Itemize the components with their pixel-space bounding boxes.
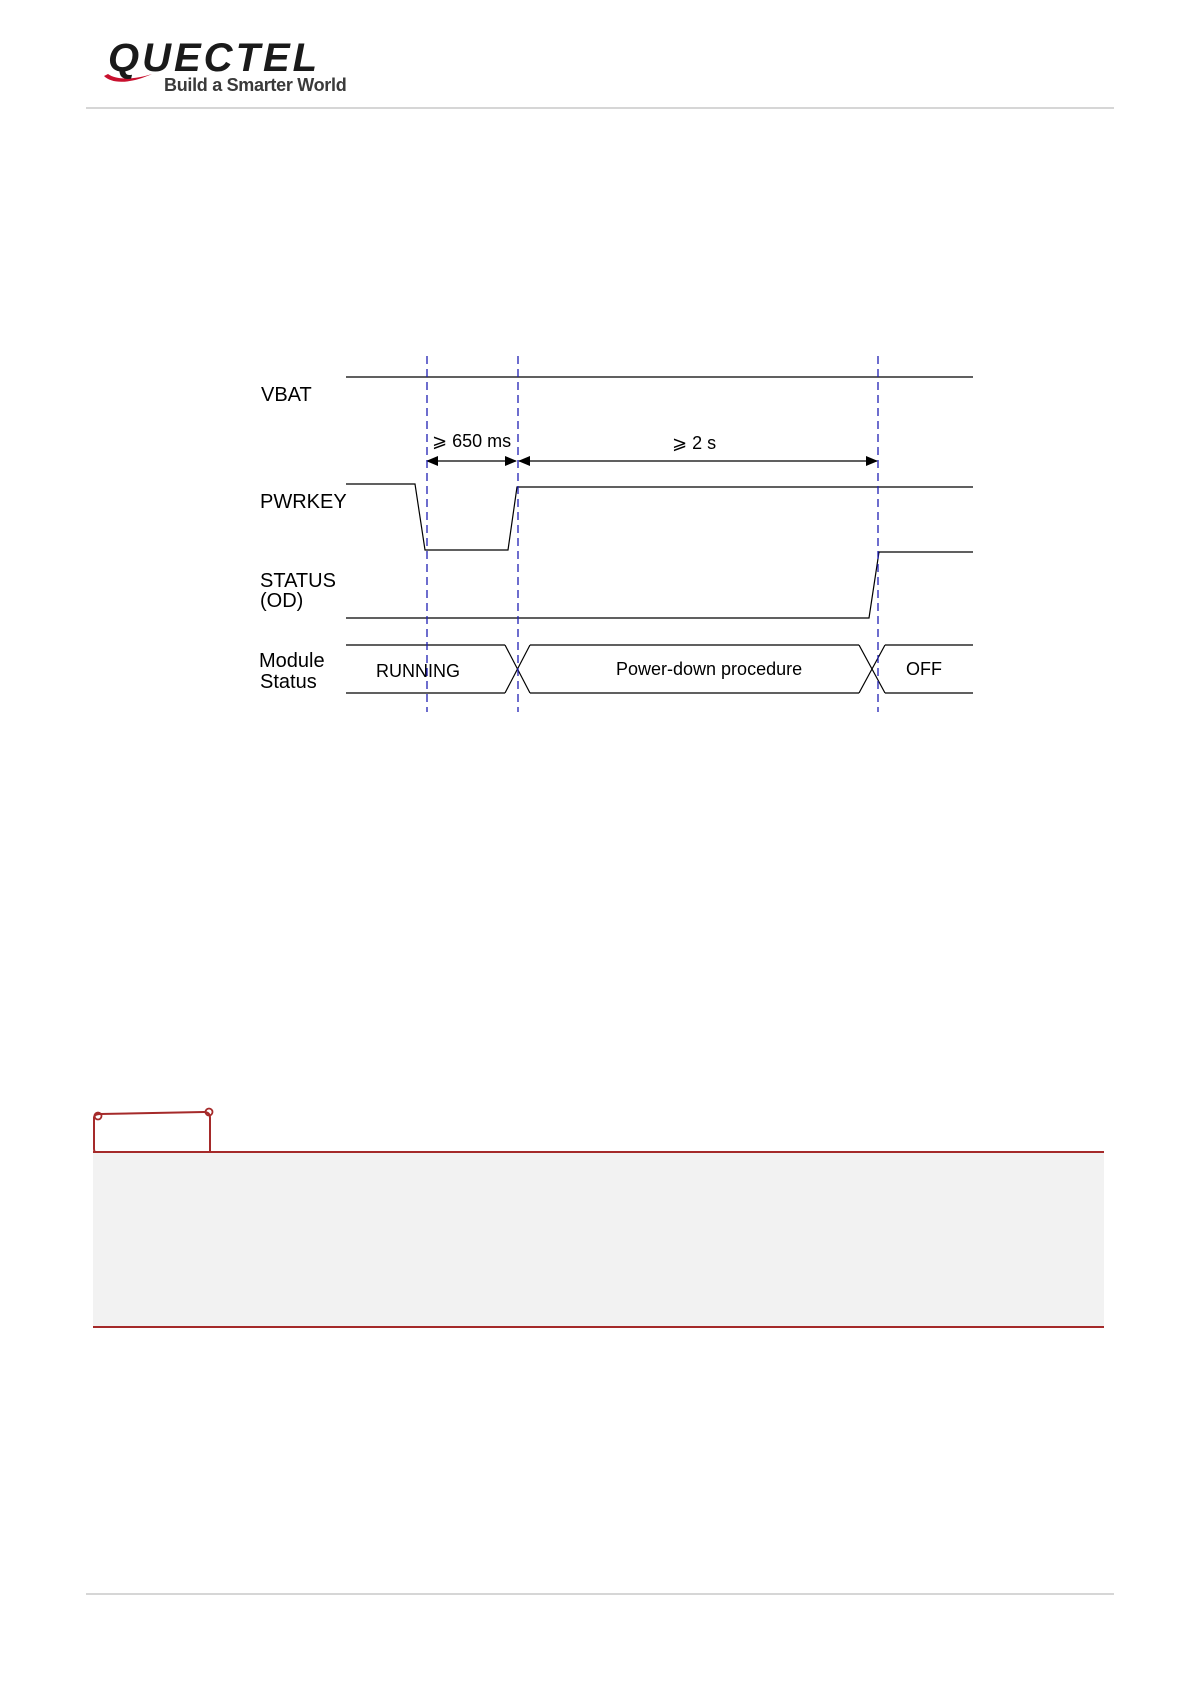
status-waveform (346, 552, 973, 618)
note-top-rule (93, 1151, 1104, 1153)
state-off: OFF (906, 659, 942, 679)
note-bottom-rule (93, 1326, 1104, 1328)
timing-label-2s: ⩾ 2 s (672, 433, 717, 453)
pwrkey-label: PWRKEY (260, 491, 347, 513)
module-label: Module (259, 650, 325, 672)
power-off-timing-diagram (0, 0, 1190, 800)
timing-label-650ms: ⩾ 650 ms (432, 431, 512, 451)
status-od-label: (OD) (260, 590, 304, 612)
note-box (93, 1152, 1104, 1326)
state-running: RUNNING (376, 661, 460, 681)
footer-divider (86, 1593, 1114, 1595)
state-power-down: Power-down procedure (616, 659, 803, 679)
vbat-label: VBAT (261, 384, 312, 406)
module-status-label: Status (260, 671, 317, 693)
status-label: STATUS (260, 570, 336, 592)
logo-tagline: Build a Smarter World (164, 75, 347, 95)
company-logo: QUECTEL (108, 36, 321, 80)
pwrkey-waveform (346, 484, 973, 550)
